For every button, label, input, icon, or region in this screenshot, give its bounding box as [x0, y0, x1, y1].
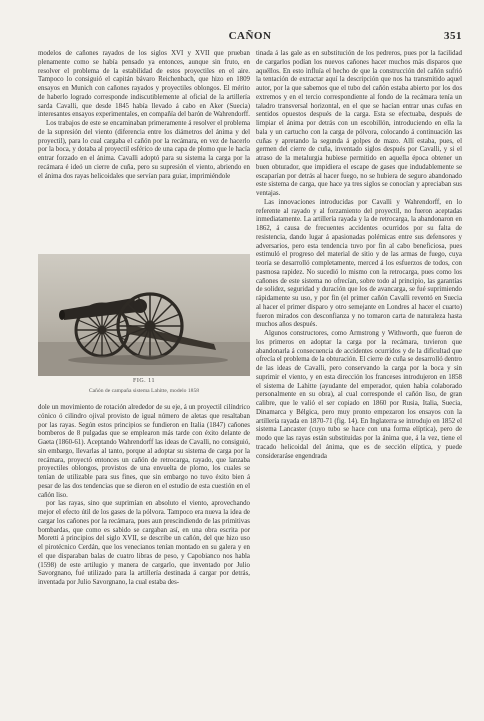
left-column-top — [38, 50, 250, 250]
cannon-engraving — [38, 254, 250, 376]
paragraph: tinada á las gale as en substitución de los pedreros, pues por la facilidad de cargarlos podían los nuevos cañones hacer muchos más disparos que aquéllos. En esto influía el hecho de que la construcción del cañón sufrió la tentación de extractar aquí la descripción que nos ha transmitido aquel autor, por la que sabemos que el tubo del cañón estaba abierto por los dos extremos y en el tercio correspondiente al fondo de la recámara tenía un taladro transversal horizontal, en el que se hacían entrar unas cuñas en sentidos opuestos después de la carga. Esta se efectuaba, después de limpiar el ánima por detrás con un escobillón, introduciendo en ella la bala y un cartucho con la carga de pólvora, colocando á continuación las cuñas y apretando la segunda á golpes de mazo. Allí estaba, pues, el germen del cierre de cuña, inventado siglos después por Cavalli, y si el atraso de la metalurgia hubiese permitido en aquella época obtener un buen obturador, que impidiera el escape de gases que indudablemente se escaparían por detrás al hacer fuego, no se hubiera de seguro abandonado este sistema de carga, que hace ya tres siglos se conocían y apreciaban sus ventajas. — [256, 50, 462, 197]
page-header — [38, 30, 462, 44]
running-head: CAÑON — [228, 30, 272, 42]
figure-label: FIG. 11 — [133, 378, 155, 384]
front-wheel — [118, 294, 182, 358]
right-column — [256, 50, 462, 690]
paragraph: modelos de cañones rayados de los siglos XVI y XVII que prueban plenamente como se había pensado ya entonces, aunque sin fruto, en resolver el problema de la estabilidad de estos proyectiles en el aire. Tampoco lo consiguió el capitán bávaro Reichenbach, que hizo en 1809 ensayos en Munich con cañones rayados y proyectiles oblongos. El mérito de haberlo logrado corresponde indiscutiblemente al oficial de la artillería sarda Cavalli, que desde 1845 había llevado á cabo en Aker (Suecia) interesantes ensayos experimentales, en compañía del barón de Wahrendorff. — [38, 50, 250, 119]
paragraph: por las rayas, sino que suprimían en absoluto el viento, aprovechando mejor el efecto útil de los gases de la pólvora. Tampoco era nueva la idea de cargar los cañones por la recámara, pues aun prescindiendo de las primitivas bombardas, que como es sabido se cargaban así, en una obra escrita por Moretti á principios del siglo XVII, se describe un cañón, del que hizo uso el pirotécnico Cerdán, que los venecianos tenían montado en su galera y en el que disparaban balas de cuatro libras de peso, y Capobianco nos habla (1598) de este artilugio y manera de cargarlo, que inventado por Julio Savorgnano, fué utilizado para la artillería destinada á cargar por detrás, inventada por Julio Savorgnano, la cual estaba des- — [38, 500, 250, 586]
paragraph: Las innovaciones introducidas por Cavalli y Wahrendorff, en lo referente al rayado y al forzamiento del proyectil, no fueron aceptadas inmediatamente. La artillería rayada y la de retrocarga, la abandonaron en 1862, á causa de frecuentes accidentes ocurridos por su falta de resistencia, dando lugar á apasionadas polémicas entre sus defensores y adversarios, pero esta tendencia tuvo por fin al cabo beneficiosa, pues estimuló el progreso del material de sitio y de las armas de fuego, cuya teoría se desarrolló completamente, merced á los esfuerzos de todos, con pasmosa rapidez. No sucedió lo mismo con la retrocarga, pues como los cañones de este sistema no ofrecían, sobre todo al principio, las garantías de solidez, seguridad y duración que los de avancarga, se fué suprimiendo rápidamente su uso, y por fin (el primer cañón Cavalli reventó en Suecia al hacer el primer disparo y otro semejante en Londres al hacer el cuarto) fueron mirados con desconfianza y no tomaron carta de naturaleza hasta muchos años después. — [256, 198, 462, 329]
paragraph: Algunos constructores, como Armstrong y Withworth, que fueron de los primeros en adoptar la carga por la recámara, tuvieron que abandonarla á consecuencia de accidentes ocurridos y de la dificultad que ofrecía el problema de la obturación. El cierre de cuña se desarrolló dentro de las ideas de Cavalli, pero conservando la carga por la boca y sin suprimir el viento, y en esta dirección los franceses introdujeron en 1858 el sistema de Lahitte (ayudante del emperador, quien había colaborado personalmente en su obra), al cual corresponde el cañón liso, de gran calibre, que le valió el ser copiado en 1860 por Rusia, Italia, Suecia, Dinamarca y Bélgica, pero muy pronto empezaron los ensayos con la artillería rayada en 1870-71 (fig. 14). En Inglaterra se introdujo en 1852 el sistema Lancaster (cuyo tubo se hace con una forma elíptica), pero de modo que las rayas están substituidas por la ánima que, á la vez, tiene el tracado helicoidal del ánima, que es de sección elíptica, y puede consideraráse engendrada — [256, 330, 462, 460]
paragraph: dole un movimiento de rotación alrededor de su eje, á un proyectil cilíndrico cónico ó cilindro ojival provisto de igual número de aletas que resaltaban por las rayas. Según estos principios se fundieron en Italia (1847) cañones bomberos de 8 pulgadas que se emplearon más tarde con éxito delante de Gaeta (1860-61). Aceptando Wahrendorff las ideas de Cavalli, no consiguió, sin embargo, llevarlas al tanto, porque al adoptar su sistema de carga por la recámara, proyectó entonces un cañón de retrocarga, rayado, que lanzaba proyectiles oblongos, provistos de una envuelta de plomo, los cuales se tenían de utilizable para sus fines, que sin embargo no tuvo éxito bien á pesar de las dos tendencias que se dieron en el estudio de esta cuestión en el cañón liso. — [38, 404, 250, 499]
paragraph: Los trabajos de este se encaminaban primeramente á resolver el problema de la supresión del viento (diferencia entre los diámetros del ánima y del proyectil), para lo cual cargaba el cañón por la recámara, en vez de hacerlo por la boca, y dotaba al proyectil esférico de una capa de plomo que le hacía entrar forzado en el ánima. Cavalli adoptó para su sistema la carga por la recámara é ideó un cierre de cuña, pero su supresión el viento, abriendo en el ánima dos rayas helicoidales que servían para guiar, imprimiéndole — [38, 120, 250, 180]
page-number: 351 — [444, 30, 462, 42]
figure-cannon-illustration — [38, 254, 250, 394]
figure-caption: Cañón de campaña sistema Lahitte, modelo 1858 — [88, 388, 200, 394]
left-column-bottom — [38, 404, 250, 694]
